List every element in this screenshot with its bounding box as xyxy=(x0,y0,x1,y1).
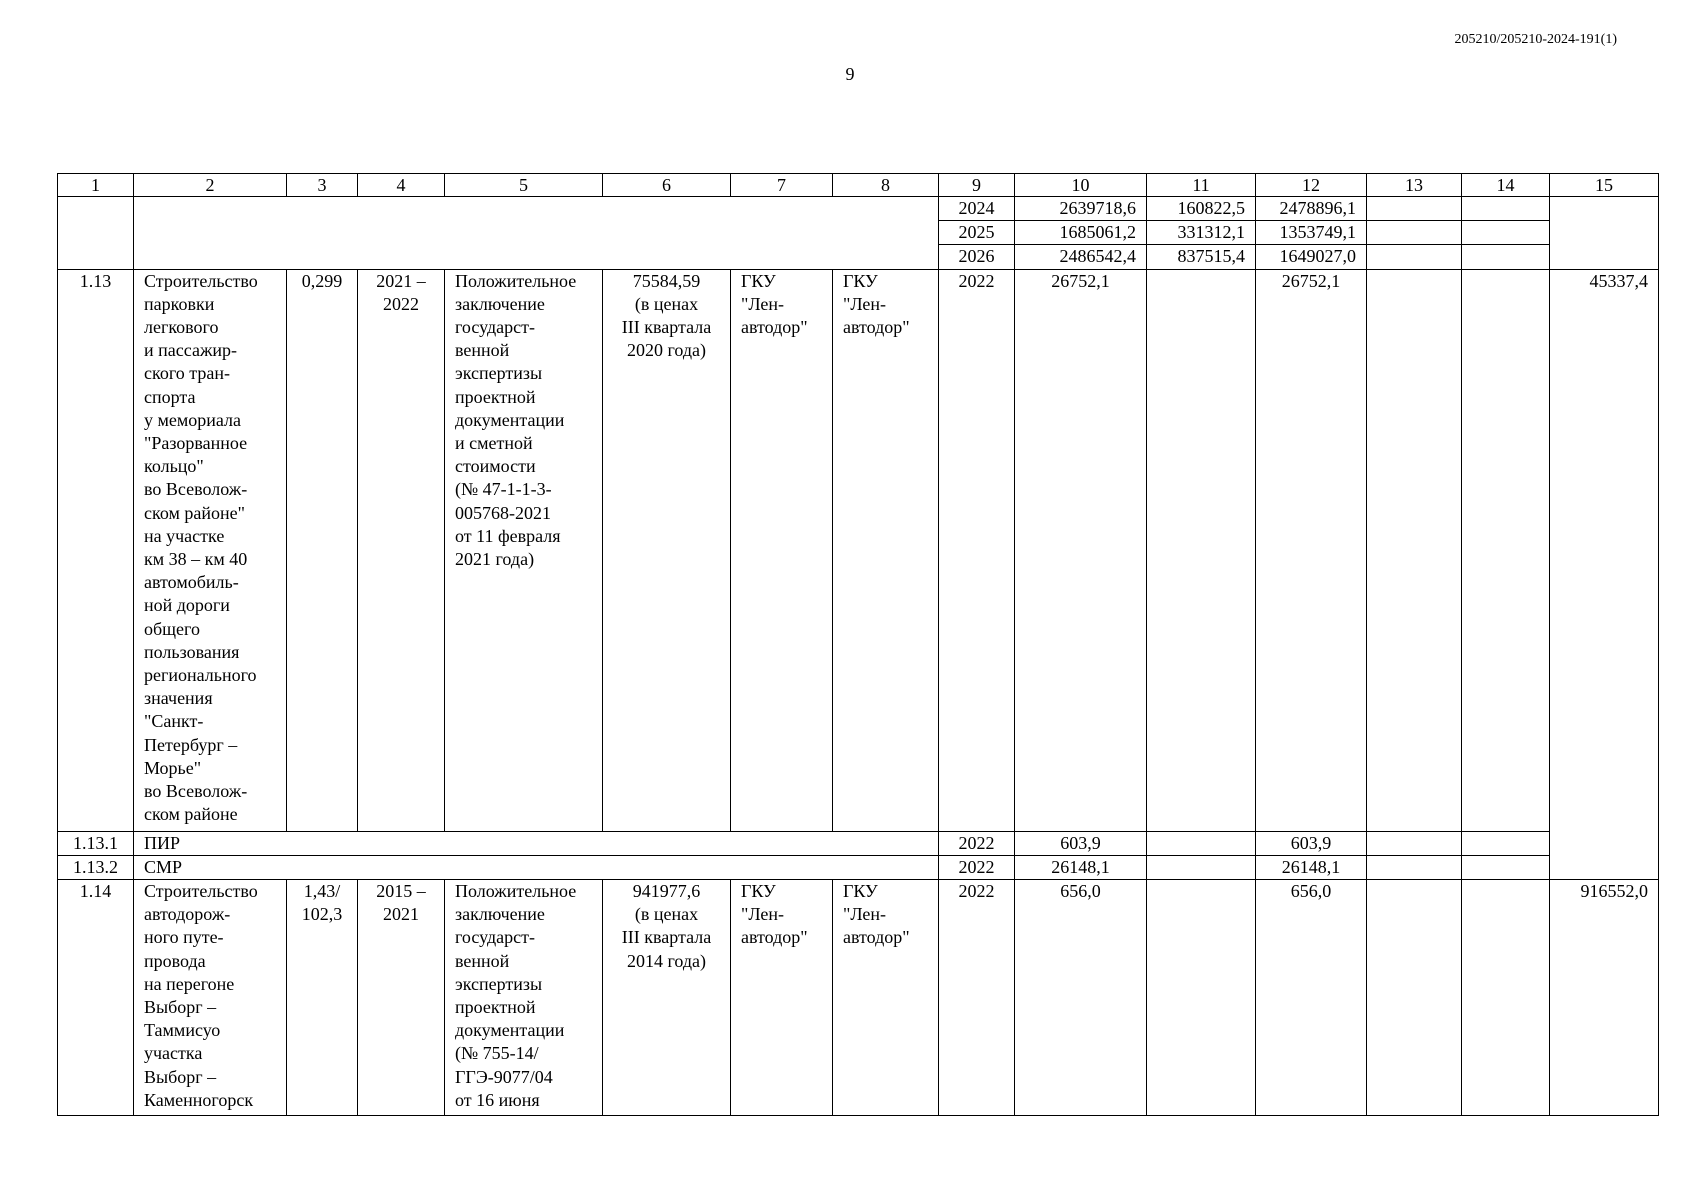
table-cell xyxy=(1462,197,1550,221)
item-number: 1.14 xyxy=(58,880,134,1116)
year-cell: 2026 xyxy=(939,245,1015,269)
period-cell: 2015 – 2021 xyxy=(358,880,445,1116)
year-cell: 2022 xyxy=(939,855,1015,879)
period-cell: 2021 – 2022 xyxy=(358,269,445,831)
table-row xyxy=(58,197,1659,221)
value-cell: 26148,1 xyxy=(1015,855,1147,879)
object-name: Строительство парковки легкового и пассажир- ского тран- спорта у мемориала "Разорванное кольцо" во Всеволож- ском районе" на участке км 38 – км 40 автомобиль- ной дороги общего пользования регионального значения "Санкт- Петербург – Морье" во Всеволож- ском районе xyxy=(134,269,287,831)
value-cell: 916552,0 xyxy=(1550,880,1659,1116)
value-cell: 656,0 xyxy=(1015,880,1147,1116)
table-cell xyxy=(1462,831,1550,855)
item-number: 1.13.1 xyxy=(58,831,134,855)
header-cell: 8 xyxy=(833,174,939,197)
table-cell xyxy=(1550,197,1659,270)
value-cell: 160822,5 xyxy=(1147,197,1256,221)
developer-cell: ГКУ "Лен- автодор" xyxy=(833,269,939,831)
value-cell: 603,9 xyxy=(1256,831,1367,855)
header-cell: 14 xyxy=(1462,174,1550,197)
value-cell: 2478896,1 xyxy=(1256,197,1367,221)
value-cell: 2486542,4 xyxy=(1015,245,1147,269)
table-row xyxy=(58,880,1659,1116)
object-name: СМР xyxy=(134,855,939,879)
page-number: 9 xyxy=(845,64,855,84)
table-cell xyxy=(1367,269,1462,831)
document-id: 205210/205210-2024-191(1) xyxy=(1454,32,1617,47)
table-cell xyxy=(1147,855,1256,879)
table-row xyxy=(58,831,1659,855)
table-cell xyxy=(1367,245,1462,269)
header-cell: 11 xyxy=(1147,174,1256,197)
table-cell xyxy=(1147,880,1256,1116)
table-cell xyxy=(1367,197,1462,221)
table-cell xyxy=(1462,221,1550,245)
value-cell: 1649027,0 xyxy=(1256,245,1367,269)
year-cell: 2022 xyxy=(939,831,1015,855)
table-cell xyxy=(1462,245,1550,269)
table-cell xyxy=(58,197,134,270)
header-cell: 10 xyxy=(1015,174,1147,197)
value-cell: 26752,1 xyxy=(1015,269,1147,831)
value-cell: 837515,4 xyxy=(1147,245,1256,269)
year-cell: 2022 xyxy=(939,880,1015,1116)
table-cell xyxy=(1147,269,1256,831)
value-cell: 2639718,6 xyxy=(1015,197,1147,221)
table-cell xyxy=(1367,831,1462,855)
value-cell: 26148,1 xyxy=(1256,855,1367,879)
value-cell: 1685061,2 xyxy=(1015,221,1147,245)
table-cell xyxy=(1462,880,1550,1116)
capacity-cell: 1,43/ 102,3 xyxy=(287,880,358,1116)
header-cell: 15 xyxy=(1550,174,1659,197)
cost-cell: 75584,59 (в ценах III квартала 2020 года) xyxy=(603,269,731,831)
value-cell: 331312,1 xyxy=(1147,221,1256,245)
header-cell: 9 xyxy=(939,174,1015,197)
cost-cell: 941977,6 (в ценах III квартала 2014 года) xyxy=(603,880,731,1116)
header-cell: 5 xyxy=(445,174,603,197)
header-cell: 3 xyxy=(287,174,358,197)
header-cell: 6 xyxy=(603,174,731,197)
table-cell xyxy=(1367,221,1462,245)
table-cell xyxy=(1367,880,1462,1116)
header-cell: 4 xyxy=(358,174,445,197)
header-cell: 7 xyxy=(731,174,833,197)
item-number: 1.13.2 xyxy=(58,855,134,879)
table-cell xyxy=(1367,855,1462,879)
item-number: 1.13 xyxy=(58,269,134,831)
table-cell xyxy=(1147,831,1256,855)
header-cell: 1 xyxy=(58,174,134,197)
customer-cell: ГКУ "Лен- автодор" xyxy=(731,880,833,1116)
budget-table xyxy=(57,173,1659,1116)
capacity-cell: 0,299 xyxy=(287,269,358,831)
developer-cell: ГКУ "Лен- автодор" xyxy=(833,880,939,1116)
year-cell: 2025 xyxy=(939,221,1015,245)
table-row xyxy=(58,855,1659,879)
header-row xyxy=(58,174,1659,197)
table-cell xyxy=(1462,855,1550,879)
customer-cell: ГКУ "Лен- автодор" xyxy=(731,269,833,831)
object-name: Строительство автодорож- ного путе- провода на перегоне Выборг – Таммисуо участка Выборг – Каменногорск xyxy=(134,880,287,1116)
year-cell: 2022 xyxy=(939,269,1015,831)
value-cell: 603,9 xyxy=(1015,831,1147,855)
value-cell: 1353749,1 xyxy=(1256,221,1367,245)
year-cell: 2024 xyxy=(939,197,1015,221)
object-name: ПИР xyxy=(134,831,939,855)
table-row xyxy=(58,269,1659,831)
expertise-cell: Положительное заключение государст- венной экспертизы проектной документации (№ 755-14/ ГГЭ-9077/04 от 16 июня xyxy=(445,880,603,1116)
value-cell: 656,0 xyxy=(1256,880,1367,1116)
expertise-cell: Положительное заключение государст- венной экспертизы проектной документации и сметной стоимости (№ 47-1-1-3- 005768-2021 от 11 февраля 2021 года) xyxy=(445,269,603,831)
value-cell: 45337,4 xyxy=(1550,269,1659,879)
header-cell: 12 xyxy=(1256,174,1367,197)
value-cell: 26752,1 xyxy=(1256,269,1367,831)
header-cell: 13 xyxy=(1367,174,1462,197)
table-cell xyxy=(1462,269,1550,831)
table-cell xyxy=(134,197,939,270)
header-cell: 2 xyxy=(134,174,287,197)
